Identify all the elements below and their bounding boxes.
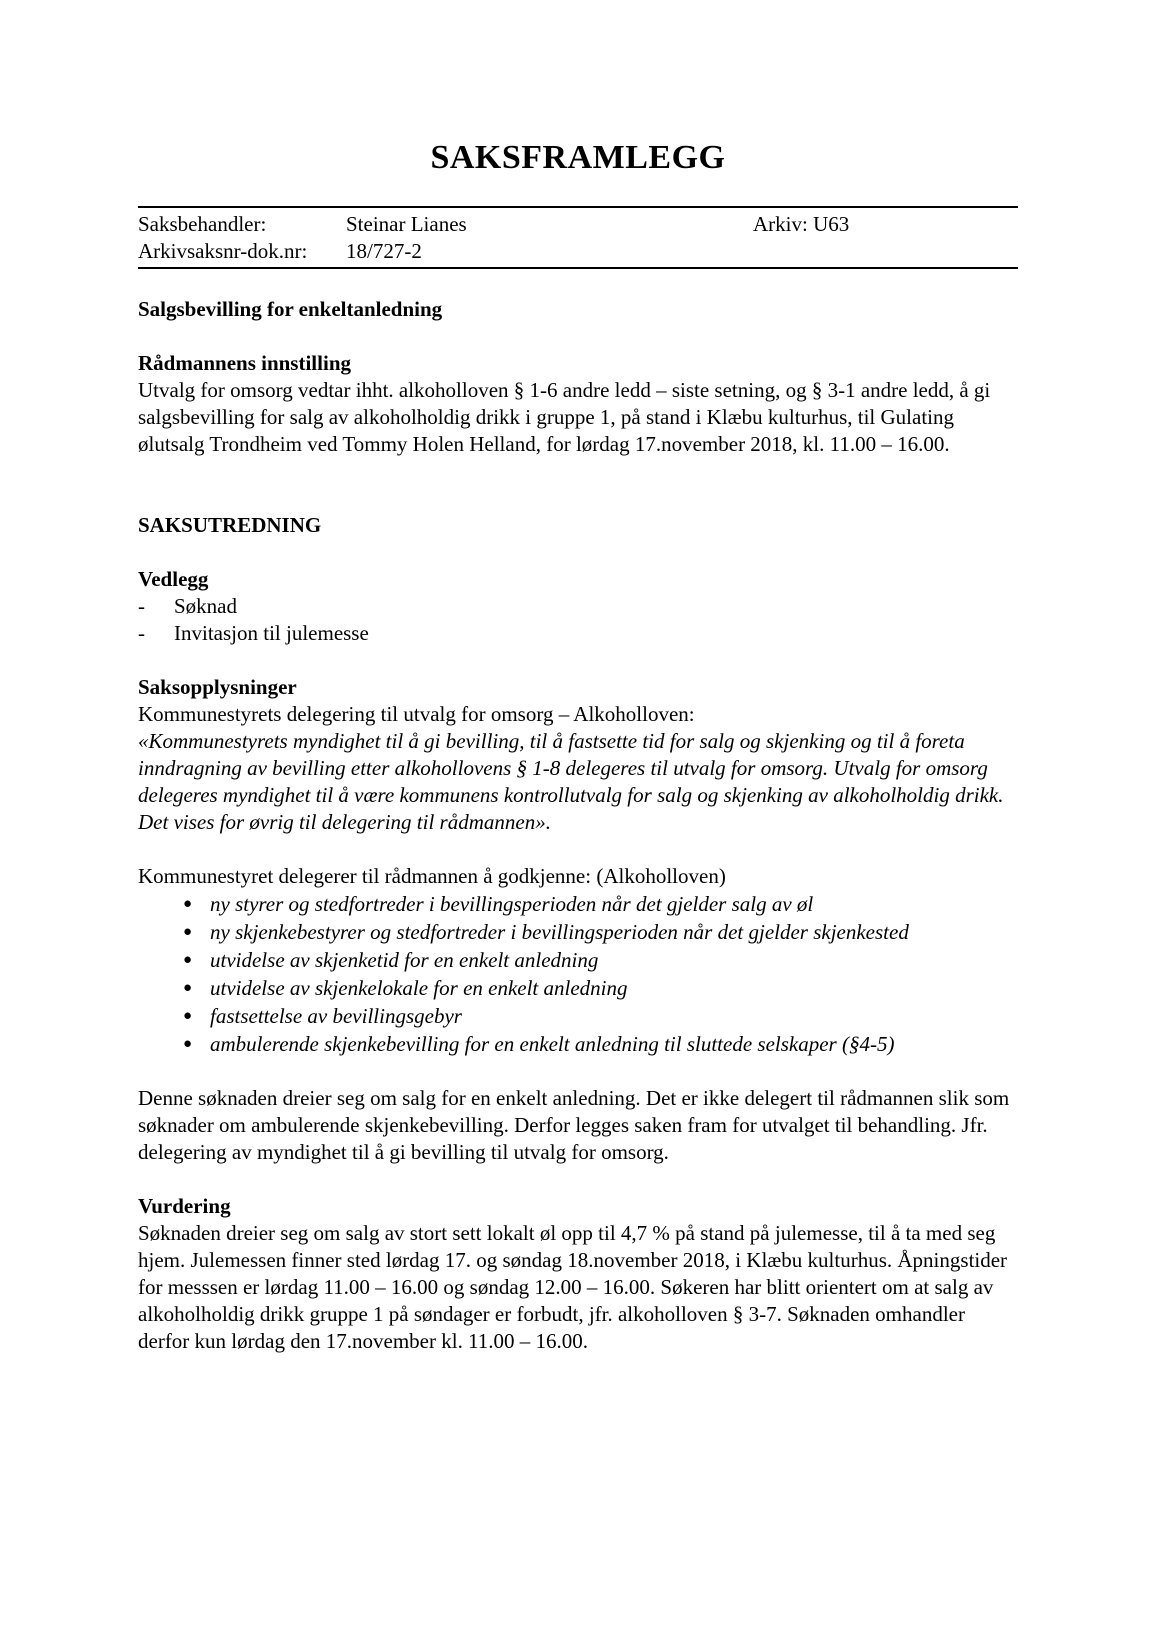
case-info-conclusion: Denne søknaden dreier seg om salg for en enkelt anledning. Det er ikke delegert til rådmannen slik som søknader om ambulerende skjenkebevilling. Derfor legges saken fram for utvalget til behandling. Jfr. delegering av myndighet til å gi bevilling til utvalg for omsorg. [138,1086,1010,1164]
delegation-quote: «Kommunestyrets myndighet til å gi bevilling, til å fastsette tid for salg og skjenking og til å foreta inndragning av bevilling etter alkohollovens § 1-8 delegeres til utvalg for omsorg. Utvalg for omsorg delegeres myndighet til å være kommunens kontrollutvalg for salg og skjenking av alkoholholdig drikk. Det vises for øvrig til delegering til rådmannen». [138,729,1004,834]
list-item [138,974,1018,1002]
handler-value: Steinar Lianes [346,212,467,236]
list-item [138,1030,1018,1058]
assessment-section [138,1193,1018,1355]
assessment-heading: Vurdering [138,1194,231,1218]
delegation-item: utvidelse av skjenkelokale for en enkelt anledning [210,976,628,1000]
delegation-item: utvidelse av skjenketid for en enkelt anledning [210,948,599,972]
list-item: - Søknad [138,594,237,618]
handler-label: Saksbehandler: [138,212,267,236]
attachments-list [138,593,1018,647]
delegation-item: ny styrer og stedfortreder i bevillingsperioden når det gjelder salg av øl [210,892,814,916]
case-title: Salgsbevilling for enkeltanledning [138,297,443,321]
list-item [138,946,1018,974]
case-number-label: Arkivsaksnr-dok.nr: [138,239,308,263]
bullet-icon: ● [182,896,192,912]
saksutredning-heading: SAKSUTREDNING [138,513,322,537]
case-info-heading: Saksopplysninger [138,675,297,699]
attachment-label: Invitasjon til julemesse [174,621,369,645]
archive-code: Arkiv: U63 [753,212,850,236]
delegation-list [138,890,1018,1058]
case-info-section [138,674,1018,1166]
list-item [138,1002,1018,1030]
handler-row [138,211,1018,238]
bullet-icon: ● [182,980,192,996]
delegation-item: ambulerende skjenkebevilling for en enkelt anledning til sluttede selskaper (§4-5) [210,1032,895,1056]
attachments-heading: Vedlegg [138,567,209,591]
bullet-icon: ● [182,924,192,940]
delegation-item: fastsettelse av bevillingsgebyr [210,1004,462,1028]
delegation-item: ny skjenkebestyrer og stedfortreder i bevillingsperioden når det gjelder skjenkested [210,920,909,944]
assessment-text: Søknaden dreier seg om salg av stort sett lokalt øl opp til 4,7 % på stand på julemesse, til å ta med seg hjem. Julemessen finner sted lørdag 17. og søndag 18.november 2018, i Klæbu kulturhus. Åpningstider for messsen er lørdag 11.00 – 16.00 og søndag 12.00 – 16.00. Søkeren har blitt orientert om at salg av alkoholholdig drikk gruppe 1 på søndager er forbudt, jfr. alkoholloven § 3-7. Søknaden omhandler derfor kun lørdag den 17.november kl. 11.00 – 16.00. [138,1221,1008,1353]
document-page [138,0,1018,1355]
case-metadata [138,206,1018,269]
list-item: - Invitasjon til julemesse [138,621,369,645]
list-item [138,918,1018,946]
case-number-value: 18/727-2 [346,239,422,263]
recommendation-text: Utvalg for omsorg vedtar ihht. alkoholloven § 1-6 andre ledd – siste setning, og § 3-1 andre ledd, å gi salgsbevilling for salg av alkoholholdig drikk i gruppe 1, på stand i Klæbu kulturhus, til Gulating ølutsalg Trondheim ved Tommy Holen Helland, for lørdag 17.november 2018, kl. 11.00 – 16.00. [138,378,991,456]
bullet-icon: ● [182,1036,192,1052]
bullet-icon: ● [182,1008,192,1024]
list-item [138,890,1018,918]
delegation-to-admin-intro: Kommunestyret delegerer til rådmannen å godkjenne: (Alkoholloven) [138,864,726,888]
case-number-row [138,238,1018,265]
document-title: SAKSFRAMLEGG [430,139,726,176]
recommendation-heading: Rådmannens innstilling [138,351,351,375]
delegation-intro: Kommunestyrets delegering til utvalg for omsorg – Alkoholloven: [138,702,695,726]
attachment-label: Søknad [174,594,237,618]
bullet-icon: ● [182,952,192,968]
attachments-section [138,566,1018,647]
recommendation-section [138,350,1018,458]
